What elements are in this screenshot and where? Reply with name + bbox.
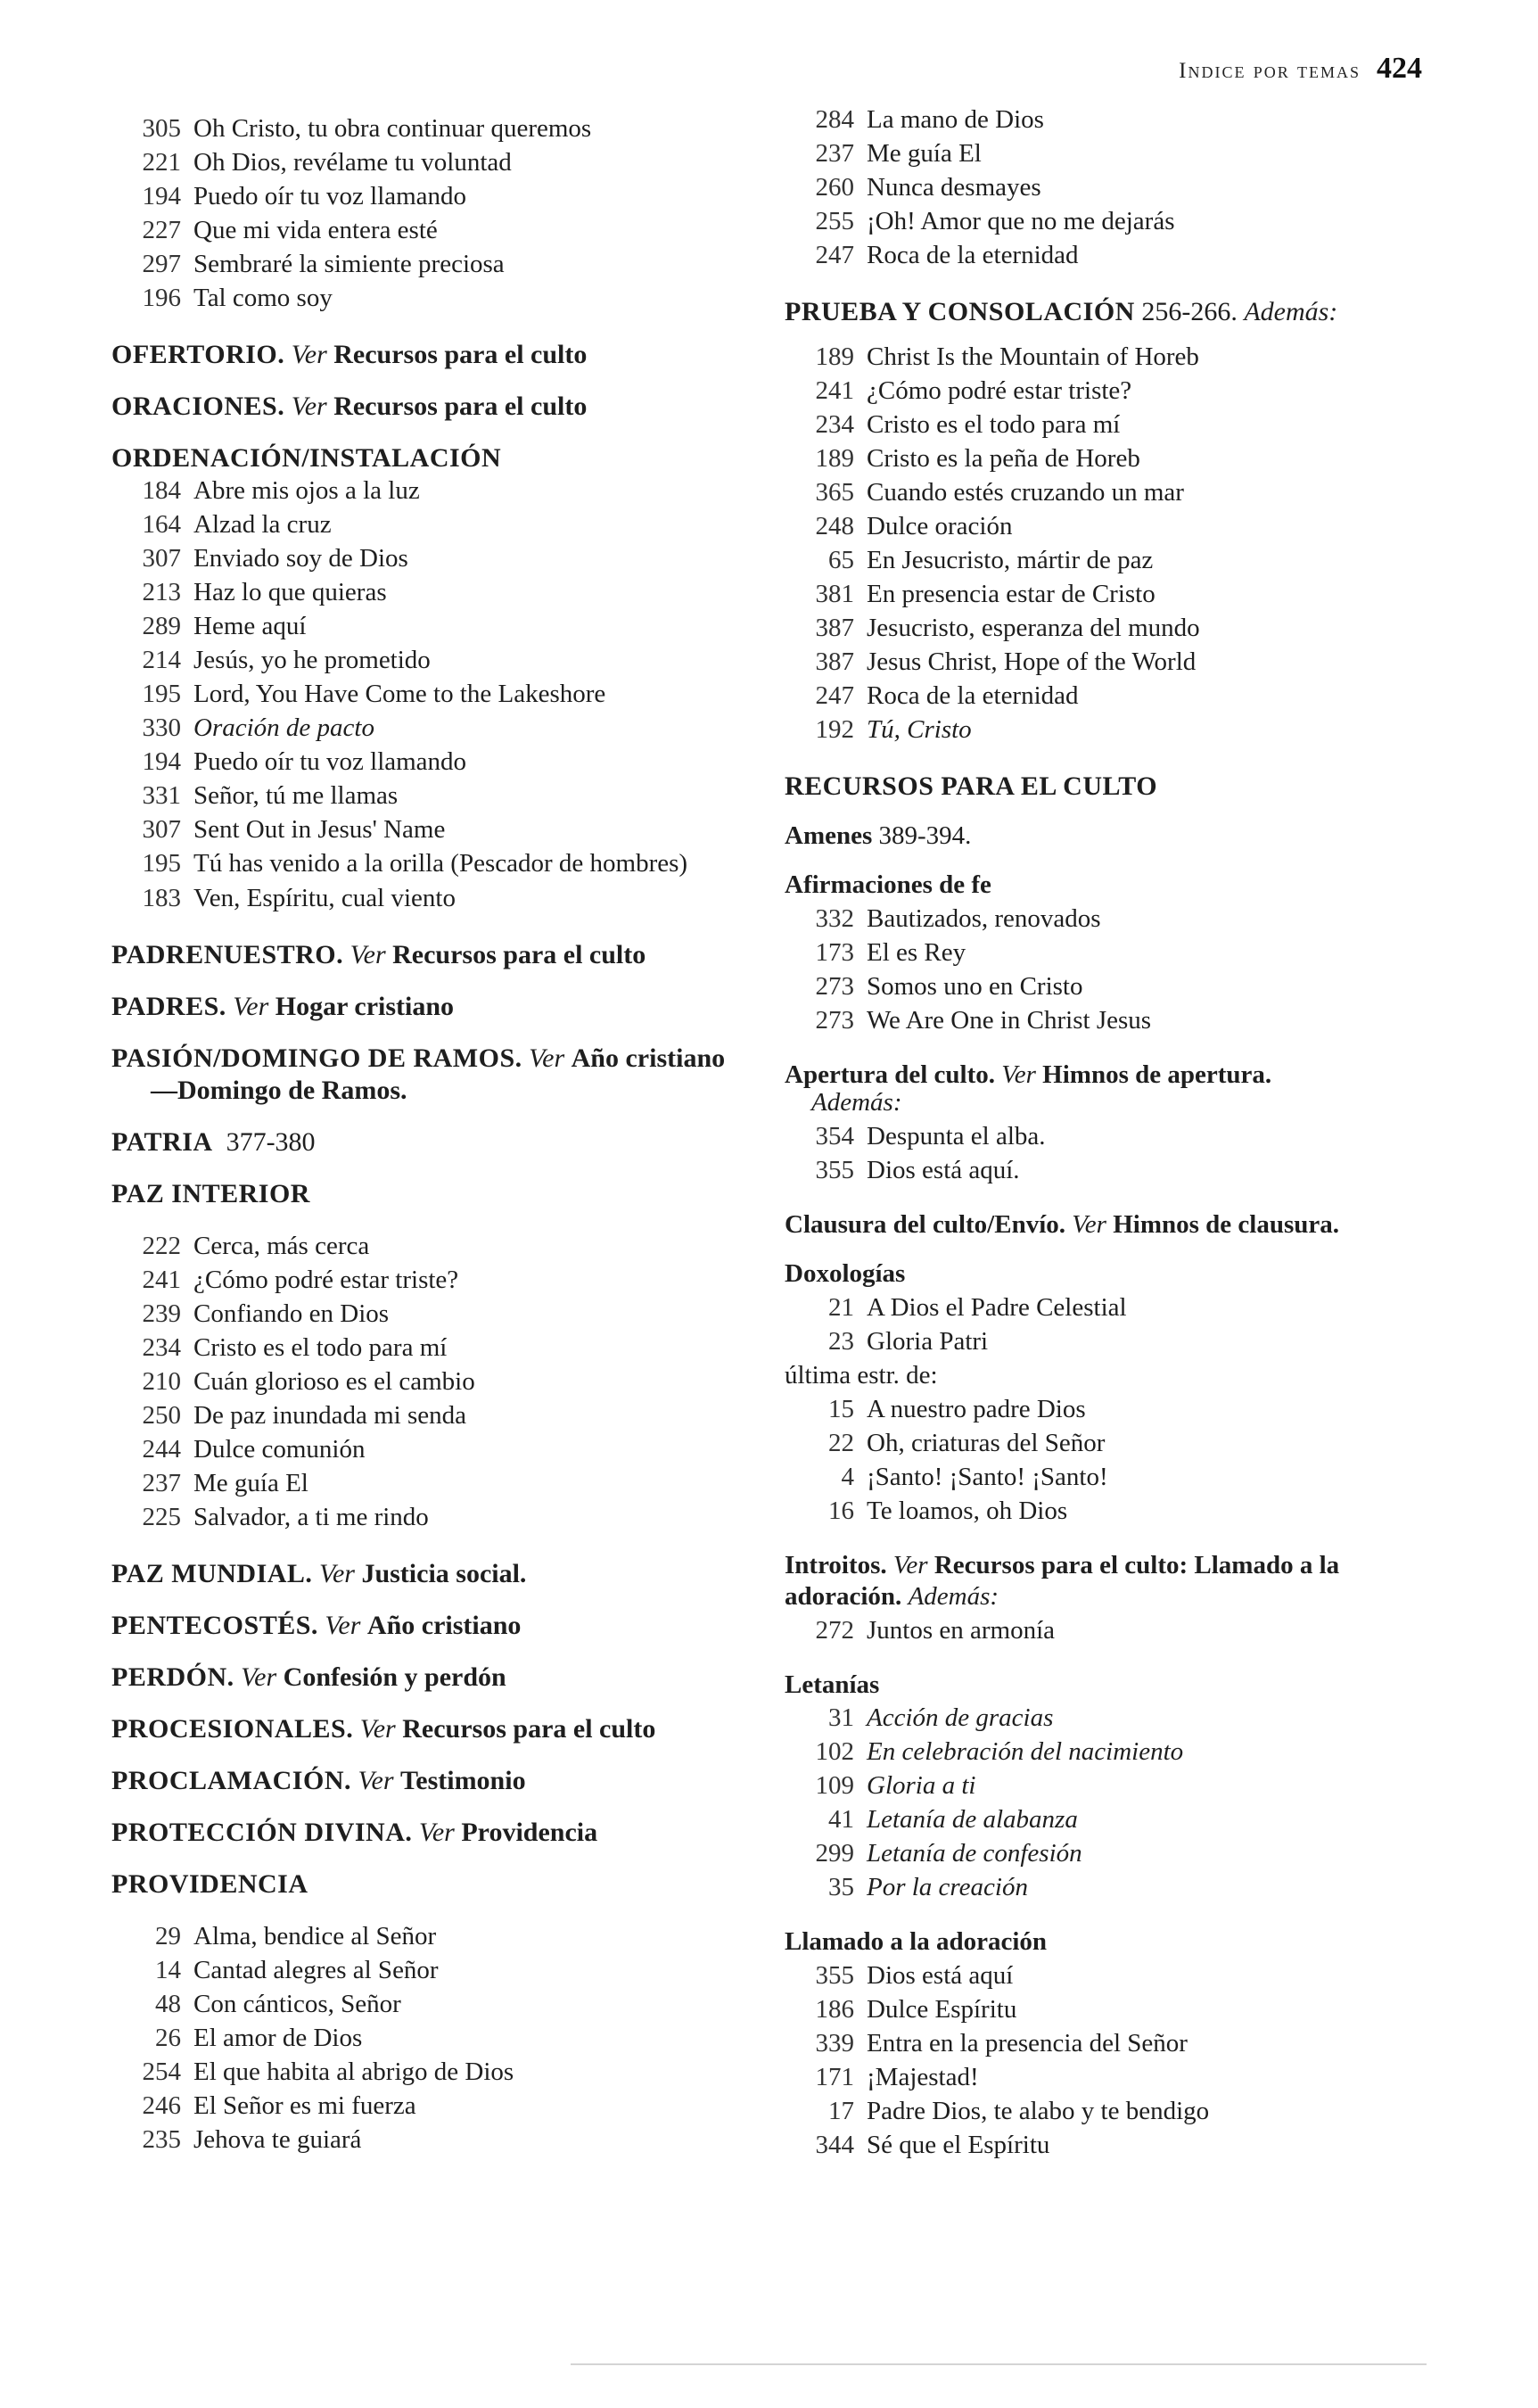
- running-title: Indice por temas: [1179, 59, 1361, 83]
- topic-prueba: PRUEBA Y CONSOLACIÓN 256-266. Además:: [785, 297, 1338, 326]
- hymn-number: 23: [828, 1326, 854, 1356]
- hymn-title: A nuestro padre Dios: [867, 1394, 1086, 1423]
- topic-oraciones: ORACIONES. Ver Recursos para el culto: [111, 392, 588, 421]
- hymn-title: Oh Cristo, tu obra continuar queremos: [193, 114, 592, 143]
- hymn-entry: [111, 1335, 744, 1369]
- hymn-entry: [111, 252, 744, 285]
- hymn-title: La mano de Dios: [867, 105, 1044, 134]
- hymn-title: En celebración del nacimiento: [867, 1737, 1184, 1767]
- hymn-number: 4: [841, 1462, 854, 1491]
- hymn-number: 273: [815, 1005, 854, 1035]
- hymn-number: 354: [815, 1122, 854, 1151]
- hymn-entry: [785, 1292, 1444, 1329]
- hymn-title: Despunta el alba.: [867, 1122, 1046, 1151]
- hymn-entry: [111, 817, 744, 851]
- hymn-title: De paz inundada mi senda: [193, 1401, 467, 1430]
- hymn-title: El es Rey: [867, 937, 966, 967]
- page-number: 424: [1377, 52, 1422, 85]
- hymn-entry: [111, 150, 744, 184]
- hymn-title: Juntos en armonía: [867, 1615, 1056, 1645]
- hymn-title: Me guía El: [867, 139, 982, 168]
- hymn-entry: [111, 1437, 744, 1471]
- topic-perdon: PERDÓN. Ver Confesión y perdón: [111, 1662, 506, 1692]
- hymn-entry: [785, 937, 1444, 974]
- topic-padrenuestro: PADRENUESTRO. Ver Recursos para el culto: [111, 940, 646, 969]
- hymn-title: Roca de la eternidad: [867, 241, 1079, 269]
- hymn-entry: [785, 1124, 1444, 1158]
- hymn-title: Nunca desmayes: [867, 173, 1041, 202]
- hymn-title: Dulce comunión: [193, 1435, 366, 1464]
- subtopic-afirmaciones: Afirmaciones de fe: [785, 870, 991, 899]
- hymn-title: Sembraré la simiente preciosa: [193, 250, 505, 278]
- hymn-number: 31: [828, 1703, 854, 1733]
- hymn-entry: [111, 1403, 744, 1437]
- hymn-title: Roca de la eternidad: [867, 681, 1079, 710]
- hymn-number: 29: [155, 1922, 181, 1950]
- hymn-number: 365: [815, 478, 854, 507]
- hymn-entry: [111, 1267, 744, 1301]
- hymn-number: 297: [142, 250, 181, 278]
- hymn-entry: [785, 344, 1444, 378]
- topic-ordenacion: ORDENACIÓN/INSTALACIÓN: [111, 443, 502, 473]
- hymn-title: Cuando estés cruzando un mar: [867, 478, 1184, 507]
- hymn-entry: [785, 1158, 1444, 1192]
- hymn-entry: [785, 581, 1444, 615]
- hymn-entry: [111, 1233, 744, 1267]
- hymn-number: 344: [815, 2131, 854, 2160]
- hymn-title: En Jesucristo, mártir de paz: [867, 546, 1154, 574]
- hymn-title: Ven, Espíritu, cual viento: [193, 884, 456, 912]
- hymn-number: 339: [815, 2029, 854, 2058]
- hymn-number: 21: [828, 1292, 854, 1322]
- hymn-number: 16: [828, 1496, 854, 1525]
- hymn-title: Tú has venido a la orilla (Pescador de hombres): [193, 849, 688, 878]
- hymn-number: 289: [142, 612, 181, 640]
- hymn-number: 241: [815, 376, 854, 405]
- hymn-number: 273: [815, 971, 854, 1001]
- hymn-title: ¡Oh! Amor que no me dejarás: [867, 207, 1175, 235]
- hymn-number: 254: [142, 2058, 181, 2086]
- hymn-entry: [785, 649, 1444, 683]
- hymn-number: 246: [142, 2091, 181, 2120]
- hymn-entry: [111, 715, 744, 749]
- hymn-entry: [785, 903, 1444, 940]
- hymn-entry: [785, 1615, 1444, 1652]
- hymn-entry: [111, 614, 744, 647]
- hymn-title: Haz lo que quieras: [193, 578, 387, 606]
- hymn-number: 237: [142, 1469, 181, 1497]
- hymn-title: Padre Dios, te alabo y te bendigo: [867, 2097, 1210, 2126]
- hymn-title: ¡Majestad!: [867, 2063, 979, 2092]
- hymn-title: A Dios el Padre Celestial: [867, 1292, 1127, 1322]
- hymn-title: Salvador, a ti me rindo: [193, 1503, 429, 1531]
- introitos-list: [785, 1615, 1444, 1652]
- topic-pasion: PASIÓN/DOMINGO DE RAMOS. Ver Año cristiano—Domingo de Ramos.: [111, 1043, 726, 1105]
- providencia-hymn-list: [111, 1924, 744, 2161]
- topic-pentecostes: PENTECOSTÉS. Ver Año cristiano: [111, 1611, 522, 1640]
- hymn-number: 17: [828, 2097, 854, 2126]
- topic-patria: PATRIA 377-380: [111, 1127, 316, 1157]
- continued-hymn-list: [111, 116, 744, 319]
- hymn-number: 213: [142, 578, 181, 606]
- hymn-title: Jesús, yo he prometido: [193, 646, 431, 674]
- hymn-entry: [785, 1498, 1444, 1532]
- hymn-entry: [785, 412, 1444, 446]
- hymn-number: 196: [142, 284, 181, 312]
- hymn-entry: [785, 107, 1444, 141]
- hymn-entry: [111, 116, 744, 150]
- hymn-number: 184: [142, 476, 181, 505]
- doxologias-list-2: [785, 1394, 1444, 1532]
- hymn-title: En presencia estar de Cristo: [867, 580, 1156, 608]
- hymn-number: 194: [142, 747, 181, 776]
- hymn-number: 355: [815, 1961, 854, 1991]
- doxologias-note: última estr. de:: [785, 1360, 938, 1390]
- hymn-title: Me guía El: [193, 1469, 308, 1497]
- hymn-entry: [111, 783, 744, 817]
- hymn-title: Alma, bendice al Señor: [193, 1922, 437, 1950]
- hymn-number: 330: [142, 713, 181, 742]
- topic-proteccion: PROTECCIÓN DIVINA. Ver Providencia: [111, 1818, 598, 1847]
- hymn-entry: [111, 1369, 744, 1403]
- hymn-number: 186: [815, 1995, 854, 2025]
- hymn-number: 26: [155, 2024, 181, 2052]
- hymn-title: Te loamos, oh Dios: [867, 1496, 1068, 1525]
- prueba-hymn-list: [785, 344, 1444, 751]
- hymn-number: 189: [815, 342, 854, 371]
- hymn-number: 41: [828, 1805, 854, 1835]
- hymn-title: Bautizados, renovados: [867, 903, 1101, 933]
- hymn-title: Jesucristo, esperanza del mundo: [867, 614, 1200, 642]
- hymn-number: 235: [142, 2125, 181, 2154]
- hymn-entry: [785, 2132, 1444, 2166]
- hymn-number: 247: [815, 241, 854, 269]
- hymn-number: 164: [142, 510, 181, 539]
- hymn-number: 222: [142, 1232, 181, 1260]
- hymn-entry: [785, 1963, 1444, 1997]
- hymn-title: Cuán glorioso es el cambio: [193, 1367, 475, 1396]
- hymn-entry: [111, 886, 744, 919]
- hymn-number: 244: [142, 1435, 181, 1464]
- hymn-title: Jesus Christ, Hope of the World: [867, 647, 1197, 676]
- page-header: [1179, 52, 1422, 86]
- hymn-entry: [785, 1464, 1444, 1498]
- afirmaciones-list: [785, 903, 1444, 1042]
- hymn-title: Gloria a ti: [867, 1771, 976, 1801]
- hymn-entry: [111, 478, 744, 512]
- hymn-entry: [785, 717, 1444, 751]
- hymn-title: Enviado soy de Dios: [193, 544, 408, 573]
- hymn-entry: [111, 2059, 744, 2093]
- hymn-number: 247: [815, 681, 854, 710]
- hymn-number: 387: [815, 647, 854, 676]
- hymn-title: Cantad alegres al Señor: [193, 1956, 439, 1984]
- hymn-entry: [111, 285, 744, 319]
- hymn-entry: [111, 749, 744, 783]
- continued-hymn-list-right: [785, 107, 1444, 276]
- hymn-number: 48: [155, 1990, 181, 2018]
- hymn-number: 171: [815, 2063, 854, 2092]
- hymn-number: 307: [142, 815, 181, 844]
- hymn-title: Letanía de alabanza: [867, 1805, 1078, 1835]
- hymn-title: Cristo es el todo para mí: [867, 410, 1121, 439]
- hymn-number: 332: [815, 903, 854, 933]
- hymn-number: 194: [142, 182, 181, 210]
- hymn-entry: [111, 647, 744, 681]
- topic-proclamacion: PROCLAMACIÓN. Ver Testimonio: [111, 1766, 526, 1795]
- hymn-entry: [785, 378, 1444, 412]
- hymn-title: We Are One in Christ Jesus: [867, 1005, 1152, 1035]
- hymn-number: 255: [815, 207, 854, 235]
- hymn-number: 307: [142, 544, 181, 573]
- hymn-entry: [111, 580, 744, 614]
- hymn-entry: [111, 546, 744, 580]
- subtopic-clausura: Clausura del culto/Envío. Ver Himnos de clausura.: [785, 1210, 1339, 1240]
- topic-ofertorio: OFERTORIO. Ver Recursos para el culto: [111, 340, 588, 369]
- hymn-title: Señor, tú me llamas: [193, 781, 399, 810]
- hymn-number: 237: [815, 139, 854, 168]
- hymn-entry: [785, 243, 1444, 276]
- hymn-number: 260: [815, 173, 854, 202]
- hymn-number: 381: [815, 580, 854, 608]
- hymn-number: 305: [142, 114, 181, 143]
- hymn-entry: [785, 1997, 1444, 2031]
- subtopic-letanias: Letanías: [785, 1670, 880, 1699]
- hymn-entry: [785, 1875, 1444, 1909]
- hymn-number: 102: [815, 1737, 854, 1767]
- letanias-list: [785, 1705, 1444, 1909]
- hymn-title: Oración de pacto: [193, 713, 374, 742]
- hymn-title: Entra en la presencia del Señor: [867, 2029, 1188, 2058]
- hymn-number: 227: [142, 216, 181, 244]
- topic-providencia: PROVIDENCIA: [111, 1869, 308, 1899]
- hymn-title: Jehova te guiará: [193, 2125, 362, 2154]
- hymn-title: ¿Cómo podré estar triste?: [867, 376, 1132, 405]
- hymn-entry: [111, 2025, 744, 2059]
- paz-interior-hymn-list: [111, 1233, 744, 1538]
- hymn-entry: [111, 1301, 744, 1335]
- hymn-title: ¿Cómo podré estar triste?: [193, 1266, 459, 1294]
- hymn-entry: [785, 2099, 1444, 2132]
- llamado-list: [785, 1963, 1444, 2166]
- topic-paz-mundial: PAZ MUNDIAL. Ver Justicia social.: [111, 1559, 527, 1588]
- hymn-entry: [785, 1739, 1444, 1773]
- hymn-number: 272: [815, 1615, 854, 1645]
- hymn-entry: [785, 615, 1444, 649]
- hymn-number: 355: [815, 1156, 854, 1185]
- hymn-number: 225: [142, 1503, 181, 1531]
- hymn-entry: [111, 2093, 744, 2127]
- hymn-number: 14: [155, 1956, 181, 1984]
- footer-rule: [571, 2363, 1427, 2365]
- hymn-number: 250: [142, 1401, 181, 1430]
- hymn-number: 214: [142, 646, 181, 674]
- hymn-entry: [785, 2065, 1444, 2099]
- hymn-number: 189: [815, 444, 854, 473]
- topic-paz-interior: PAZ INTERIOR: [111, 1179, 310, 1208]
- hymn-title: Christ Is the Mountain of Horeb: [867, 342, 1199, 371]
- hymn-entry: [785, 514, 1444, 548]
- hymn-number: 241: [142, 1266, 181, 1294]
- hymn-number: 109: [815, 1771, 854, 1801]
- hymn-number: 331: [142, 781, 181, 810]
- hymn-number: 234: [142, 1333, 181, 1362]
- hymn-title: Cerca, más cerca: [193, 1232, 370, 1260]
- hymn-number: 65: [828, 546, 854, 574]
- hymn-entry: [785, 1394, 1444, 1431]
- hymn-entry: [785, 1005, 1444, 1042]
- hymn-number: 248: [815, 512, 854, 540]
- hymn-title: Cristo es la peña de Horeb: [867, 444, 1140, 473]
- right-column: [785, 107, 1444, 2166]
- hymn-title: Dulce Espíritu: [867, 1995, 1017, 2025]
- hymn-entry: [785, 1428, 1444, 1464]
- hymn-title: Por la creación: [867, 1873, 1028, 1902]
- hymn-number: 173: [815, 937, 854, 967]
- hymn-title: Sé que el Espíritu: [867, 2131, 1050, 2160]
- apertura-also: Además:: [811, 1088, 902, 1117]
- apertura-list: [785, 1124, 1444, 1192]
- hymn-entry: [785, 1841, 1444, 1875]
- topic-procesionales: PROCESIONALES. Ver Recursos para el culto: [111, 1714, 656, 1744]
- hymn-entry: [785, 446, 1444, 480]
- subtopic-introitos: Introitos. Ver Recursos para el culto: Llamado a la adoración. Además:: [785, 1550, 1340, 1611]
- hymn-title: Tal como soy: [193, 284, 333, 312]
- hymn-title: Letanía de confesión: [867, 1839, 1082, 1868]
- hymn-entry: [111, 1505, 744, 1538]
- hymn-title: El Señor es mi fuerza: [193, 2091, 416, 2120]
- subtopic-doxologias: Doxologías: [785, 1259, 906, 1289]
- hymn-entry: [111, 2127, 744, 2161]
- hymn-number: 35: [828, 1873, 854, 1902]
- hymn-title: Oh Dios, revélame tu voluntad: [193, 148, 512, 177]
- hymn-title: El amor de Dios: [193, 2024, 363, 2052]
- hymn-entry: [111, 851, 744, 880]
- hymn-entry: [111, 1924, 744, 1958]
- hymn-entry: [785, 175, 1444, 209]
- hymn-number: 239: [142, 1299, 181, 1328]
- hymn-entry: [111, 681, 744, 715]
- hymn-title: Heme aquí: [193, 612, 307, 640]
- hymn-entry: [111, 1992, 744, 2025]
- subtopic-apertura: Apertura del culto. Ver Himnos de apertura.: [785, 1060, 1272, 1089]
- topic-recursos: RECURSOS PARA EL CULTO: [785, 771, 1158, 801]
- hymn-entry: [785, 1705, 1444, 1739]
- hymn-number: 195: [142, 849, 181, 878]
- hymn-title: El que habita al abrigo de Dios: [193, 2058, 514, 2086]
- hymn-title: Puedo oír tu voz llamando: [193, 182, 467, 210]
- hymn-title: Con cánticos, Señor: [193, 1990, 401, 2018]
- topic-padres: PADRES. Ver Hogar cristiano: [111, 992, 455, 1021]
- subtopic-amenes: Amenes 389-394.: [785, 821, 972, 850]
- doxologias-list: [785, 1292, 1444, 1363]
- hymn-number: 195: [142, 680, 181, 708]
- hymn-entry: [785, 1326, 1444, 1363]
- hymn-title: Abre mis ojos a la luz: [193, 476, 420, 505]
- hymn-number: 221: [142, 148, 181, 177]
- hymn-number: 183: [142, 884, 181, 912]
- hymn-title: Confiando en Dios: [193, 1299, 390, 1328]
- left-column: [111, 116, 744, 2161]
- hymn-title: Somos uno en Cristo: [867, 971, 1083, 1001]
- hymn-number: 210: [142, 1367, 181, 1396]
- hymn-title: Oh, criaturas del Señor: [867, 1428, 1106, 1457]
- hymn-title: Dios está aquí.: [867, 1156, 1020, 1185]
- hymn-entry: [111, 512, 744, 546]
- hymn-entry: [785, 1773, 1444, 1807]
- hymn-entry: [785, 480, 1444, 514]
- hymn-title: Alzad la cruz: [193, 510, 332, 539]
- hymn-title: Dios está aquí: [867, 1961, 1014, 1991]
- hymn-entry: [785, 548, 1444, 581]
- hymn-entry: [785, 2031, 1444, 2065]
- hymn-title: Tú, Cristo: [867, 715, 972, 744]
- hymn-title: Que mi vida entera esté: [193, 216, 438, 244]
- subtopic-llamado: Llamado a la adoración: [785, 1927, 1048, 1957]
- hymn-title: Gloria Patri: [867, 1326, 989, 1356]
- hymn-title: Dulce oración: [867, 512, 1013, 540]
- hymn-number: 22: [828, 1428, 854, 1457]
- hymn-entry: [785, 141, 1444, 175]
- hymn-entry: [111, 184, 744, 218]
- hymn-entry: [111, 1471, 744, 1505]
- hymn-number: 234: [815, 410, 854, 439]
- hymn-entry: [111, 218, 744, 252]
- hymn-entry: [785, 1807, 1444, 1841]
- hymn-number: 15: [828, 1394, 854, 1423]
- hymn-number: 299: [815, 1839, 854, 1868]
- hymn-entry: [785, 683, 1444, 717]
- hymn-title: ¡Santo! ¡Santo! ¡Santo!: [867, 1462, 1108, 1491]
- hymn-title: Sent Out in Jesus' Name: [193, 815, 446, 844]
- hymn-title: Cristo es el todo para mí: [193, 1333, 448, 1362]
- hymn-entry: [111, 1958, 744, 1992]
- hymn-entry: [785, 971, 1444, 1008]
- hymn-number: 192: [815, 715, 854, 744]
- hymn-entry: [785, 209, 1444, 243]
- hymn-number: 387: [815, 614, 854, 642]
- hymn-title: Puedo oír tu voz llamando: [193, 747, 467, 776]
- hymn-title: Acción de gracias: [867, 1703, 1054, 1733]
- ordenacion-hymn-list: [111, 478, 744, 919]
- hymn-title: Lord, You Have Come to the Lakeshore: [193, 680, 606, 708]
- hymn-number: 284: [815, 105, 854, 134]
